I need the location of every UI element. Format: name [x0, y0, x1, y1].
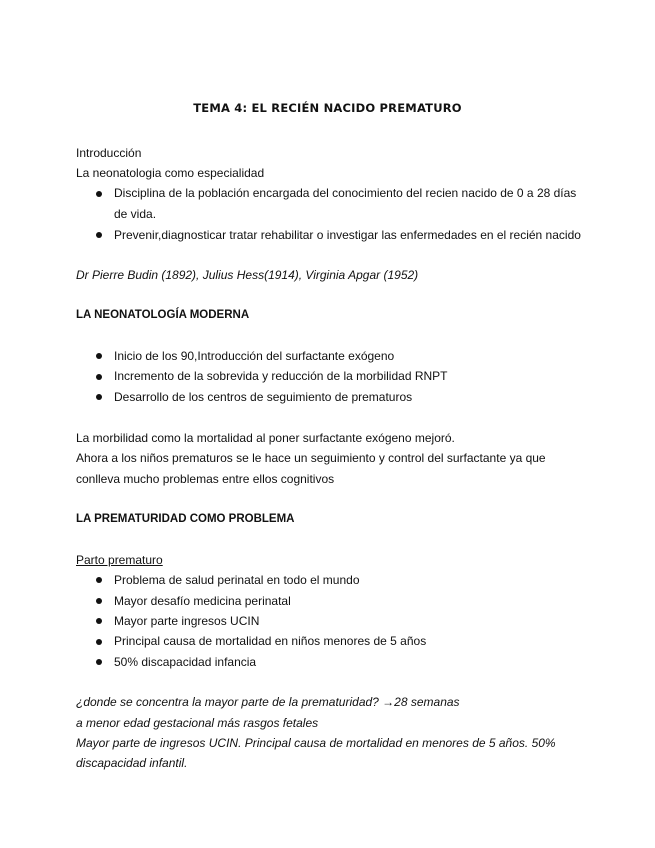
- problem-bullet-3: Mayor parte ingresos UCIN: [114, 614, 260, 628]
- bullet-icon: [96, 353, 102, 359]
- problem-note-4: discapacidad infantil.: [76, 756, 188, 770]
- problem-bullet-5: 50% discapacidad infancia: [114, 655, 257, 669]
- bullet-icon: [96, 232, 102, 238]
- problem-bullet-2: Mayor desafío medicina perinatal: [114, 594, 291, 608]
- modern-bullet-1: Inicio de los 90,Introducción del surfactante exógeno: [114, 349, 395, 363]
- intro-bullet-1-continued: de vida.: [114, 207, 157, 221]
- modern-heading: LA NEONATOLOGÍA MODERNA: [76, 309, 250, 321]
- problem-bullet-4: Principal causa de mortalidad en niños menores de 5 años: [114, 634, 427, 648]
- bullet-icon: [96, 639, 102, 645]
- modern-bullet-2: Incremento de la sobrevida y reducción de la morbilidad RNPT: [114, 369, 448, 383]
- modern-paragraph-line-3: conlleva mucho problemas entre ellos cognitivos: [76, 472, 335, 486]
- problem-note-1: ¿donde se concentra la mayor parte de la prematuridad? →28 semanas: [76, 695, 460, 709]
- problem-bullet-1: Problema de salud perinatal en todo el mundo: [114, 573, 360, 587]
- intro-bullet-2: Prevenir,diagnosticar tratar rehabilitar o investigar las enfermedades en el recién nacido: [114, 228, 581, 242]
- problem-heading: LA PREMATURIDAD COMO PROBLEMA: [76, 513, 295, 525]
- bullet-icon: [96, 374, 102, 380]
- intro-bullet-1: Disciplina de la población encargada del conocimiento del recien nacido de 0 a 28 días: [114, 186, 577, 200]
- pioneers-line: Dr Pierre Budin (1892), Julius Hess(1914), Virginia Apgar (1952): [76, 268, 419, 282]
- problem-note-3: Mayor parte de ingresos UCIN. Principal causa de mortalidad en menores de 5 años. 50%: [76, 736, 556, 750]
- bullet-icon: [96, 598, 102, 604]
- document-title: TEMA 4: EL RECIÉN NACIDO PREMATURO: [193, 101, 462, 115]
- problem-subheading: Parto prematuro: [76, 553, 163, 567]
- intro-subheading: La neonatologia como especialidad: [76, 166, 265, 180]
- intro-heading: Introducción: [76, 146, 142, 160]
- bullet-icon: [96, 659, 102, 665]
- bullet-icon: [96, 191, 102, 197]
- bullet-icon: [96, 577, 102, 583]
- modern-bullet-3: Desarrollo de los centros de seguimiento de prematuros: [114, 390, 413, 404]
- bullet-icon: [96, 618, 102, 624]
- modern-paragraph-line-1: La morbilidad como la mortalidad al poner surfactante exógeno mejoró.: [76, 431, 455, 445]
- bullet-icon: [96, 394, 102, 400]
- modern-paragraph-line-2: Ahora a los niños prematuros se le hace un seguimiento y control del surfactante ya que: [76, 451, 546, 465]
- problem-note-2: a menor edad gestacional más rasgos fetales: [76, 716, 319, 730]
